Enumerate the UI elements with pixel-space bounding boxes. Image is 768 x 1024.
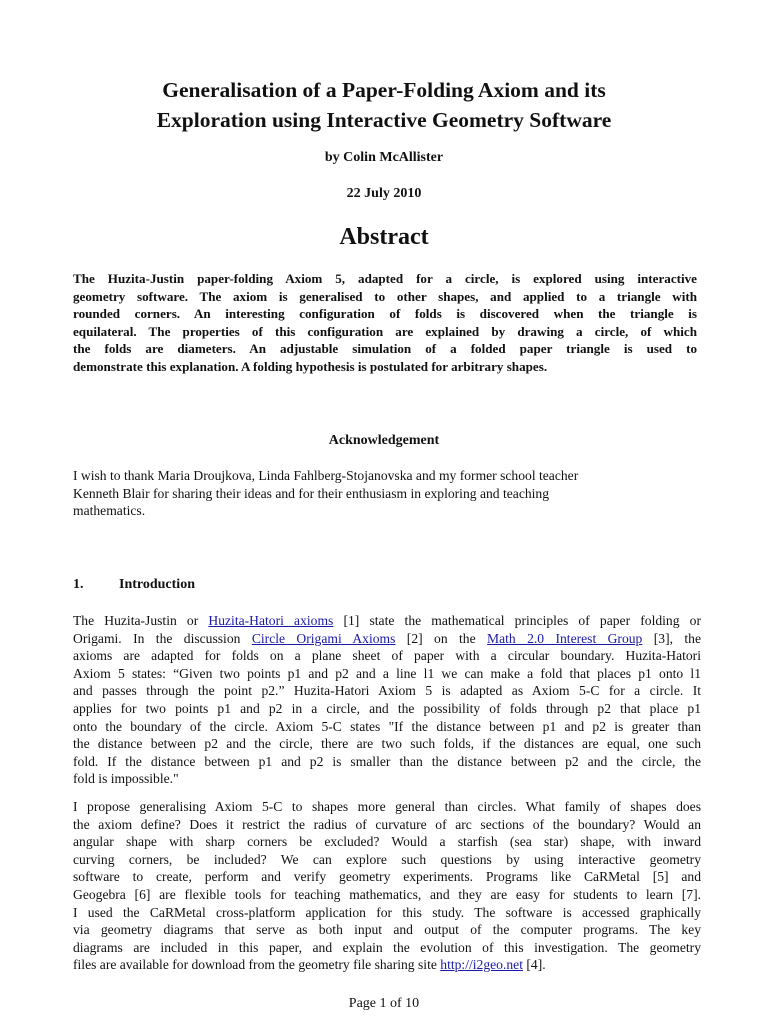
author: by Colin McAllister: [324, 150, 444, 165]
paragraph-line: [73, 956, 701, 974]
text-run: [3], the: [642, 630, 701, 646]
abstract-heading: Abstract: [339, 224, 429, 250]
paragraph-line: the distance between p2 and the circle, there are two such folds, if the distances are equal, one such: [73, 736, 701, 752]
huzita-hatori-axioms-link[interactable]: Huzita-Hatori axioms: [208, 613, 334, 628]
acknowledgement-body: [73, 467, 697, 520]
text-run: [1] state the mathematical principles of paper folding or: [333, 613, 701, 628]
paragraph-line: Axiom 5 states: “Given two points p1 and p2 and a line l1 we can make a fold that places p1 onto l1: [73, 665, 701, 681]
paragraph-line: via geometry diagrams that serve as both input and output of the computer programs. The key: [73, 922, 701, 938]
ack-line: Kenneth Blair for sharing their ideas and for their enthusiasm in exploring and teaching: [73, 485, 550, 501]
text-run: [2] on the: [395, 630, 488, 646]
abstract-line: geometry software. The axiom is generalised to other shapes, and applied to a triangle with: [73, 288, 697, 304]
text-run: The Huzita-Justin or: [73, 613, 209, 628]
text-run: [4].: [522, 957, 546, 973]
section-heading: [73, 577, 195, 593]
title-line: Generalisation of a Paper-Folding Axiom and its: [162, 78, 606, 102]
intro-paragraph-1: [73, 612, 701, 788]
math-2-interest-group-link[interactable]: Math 2.0 Interest Group: [487, 630, 643, 646]
paragraph-line: fold. If the distance between p1 and p2 is smaller than the distance between p2 and the circle, the: [73, 753, 701, 769]
paragraph-line: I used the CaRMetal cross-platform application for this study. The software is accessed graphically: [73, 904, 701, 920]
abstract-line: demonstrate this explanation. A folding hypothesis is postulated for arbitrary shapes.: [73, 358, 548, 374]
paragraph-line: the axiom define? Does it restrict the radius of curvature of arc sections of the boundary? Would an: [73, 816, 701, 832]
section-title: Introduction: [119, 577, 195, 592]
paragraph-line: axioms are adapted for folds on a plane sheet of paper with a circular boundary. Huzita-Hatori: [73, 648, 701, 664]
page-number-footer: Page 1 of 10: [348, 996, 420, 1011]
paragraph-line: Geogebra [6] are flexible tools for teaching mathematics, and they are easy for students to learn [7].: [73, 886, 701, 902]
intro-paragraph-2: [73, 798, 701, 974]
paragraph-line: diagrams are included in this paper, and explain the evolution of this investigation. The geometry: [73, 939, 701, 955]
paragraph-line: angular shape with sharp corners be excluded? Would a starfish (sea star) shape, with inward: [73, 834, 701, 850]
title-line: Exploration using Interactive Geometry Software: [156, 108, 612, 132]
ack-line: mathematics.: [73, 503, 146, 519]
section-number: 1.: [73, 577, 84, 592]
paragraph-line: and passes through the point p2.” Huzita-Hatori Axiom 5 is adapted as Axiom 5-C for a circle. It: [73, 683, 701, 699]
paragraph-line: applies for two points p1 and p2 in a circle, and the possibility of folds through p2 that place p1: [73, 700, 701, 716]
paragraph-line: [73, 630, 701, 648]
paper-title: [60, 75, 708, 135]
abstract-line: the folds are diameters. An adjustable simulation of a folded paper triangle is used to: [73, 341, 697, 357]
text-run: files are available for download from the geometry file sharing site: [73, 957, 441, 973]
circle-origami-axioms-link[interactable]: Circle Origami Axioms: [251, 630, 396, 646]
abstract-line: rounded corners. An interesting configuration of folds is discovered when the triangle is: [73, 306, 697, 322]
date: 22 July 2010: [346, 186, 422, 201]
paragraph-line: I propose generalising Axiom 5-C to shapes more general than circles. What family of shapes does: [73, 799, 701, 814]
paragraph-line: software to create, perform and verify geometry experiments. Programs like CaRMetal [5] and: [73, 869, 701, 885]
ack-line: I wish to thank Maria Droujkova, Linda Fahlberg-Stojanovska and my former school teacher: [73, 468, 579, 483]
paragraph-line: curving corners, be included? We can explore such questions by using interactive geometry: [73, 851, 701, 867]
acknowledgement-heading: Acknowledgement: [328, 433, 440, 448]
abstract-line: equilateral. The properties of this configuration are explained by drawing a circle, of which: [73, 323, 697, 339]
i2geo-link[interactable]: http://i2geo.net: [440, 957, 523, 973]
paragraph-line: fold is impossible.": [73, 771, 179, 787]
paragraph-line: [73, 612, 701, 630]
paragraph-line: onto the boundary of the circle. Axiom 5-C states "If the distance between p1 and p2 is greater than: [73, 718, 701, 734]
abstract-body: [73, 270, 697, 376]
abstract-line: The Huzita-Justin paper-folding Axiom 5, adapted for a circle, is explored using interactive: [73, 271, 697, 286]
text-run: Origami. In the discussion: [73, 630, 252, 646]
